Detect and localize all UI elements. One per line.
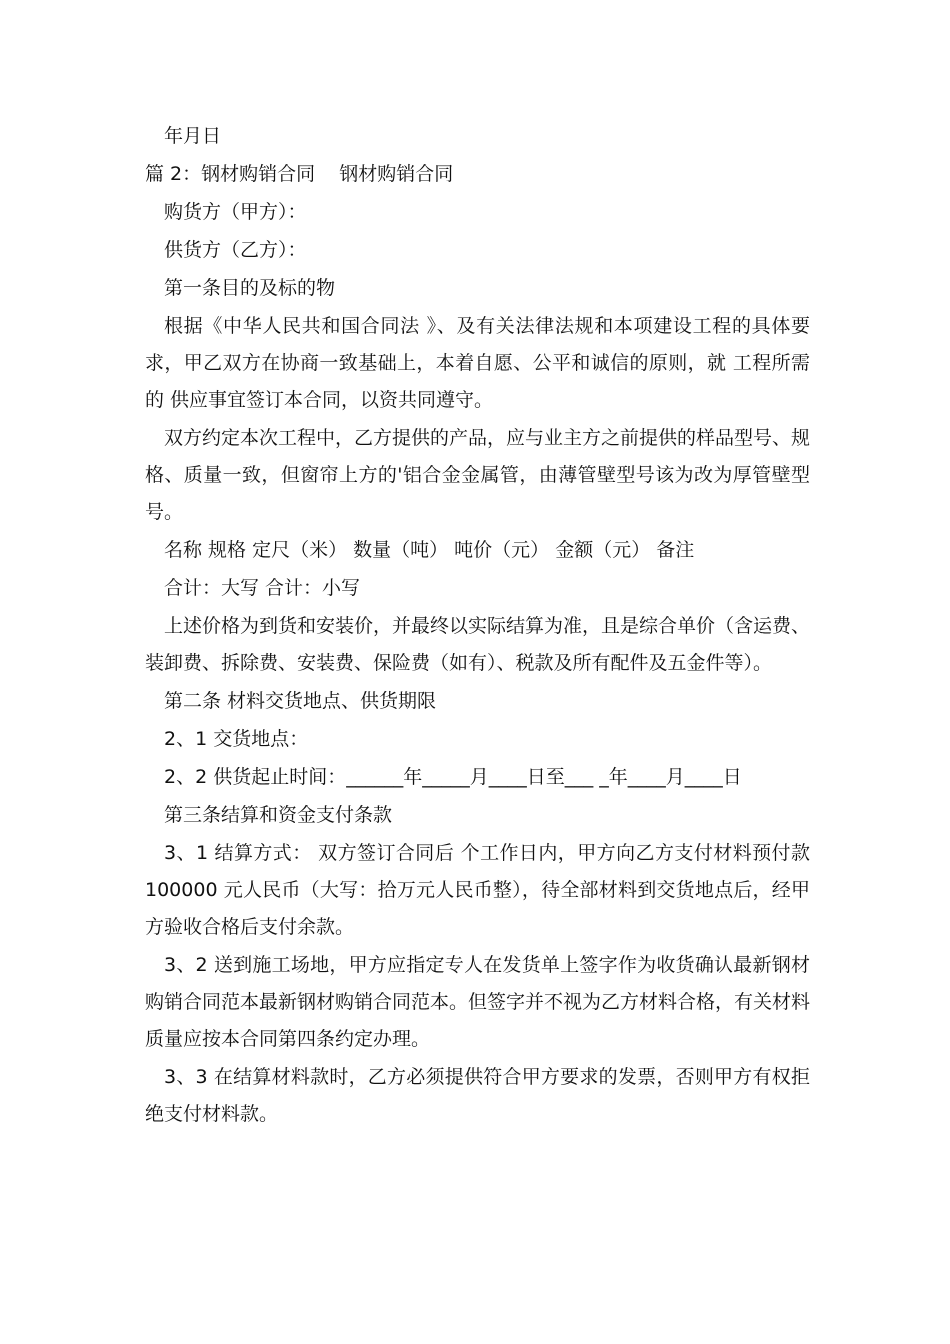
clause-3-1: 3、1 结算方式： 双方签订合同后 个工作日内，甲方向乙方支付材料预付款 100000 元人民币（大写：拾万元人民币整），待全部材料到交货地点后，经甲方验收合格后支付余款。 [145,842,817,938]
section-heading: 篇 2：钢材购销合同 钢材购销合同 [145,163,454,185]
document-body [145,118,817,1134]
date-line: 年月日 [164,125,222,147]
article-2-heading: 第二条 材料交货地点、供货期限 [164,690,437,712]
paragraph: 双方约定本次工程中，乙方提供的产品，应与业主方之前提供的样品型号、规格、质量一致，但窗帘上方的'铝合金金属管，由薄管壁型号该为改为厚管壁型号。 [145,427,811,523]
supplier-line: 供货方（乙方）： [164,239,307,261]
article-1-heading: 第一条目的及标的物 [164,277,336,299]
clause-2-2: 2、2 供货起止时间：______年_____月____日至___ _年____月____日 [164,766,742,788]
clause-3-3: 3、3 在结算材料款时，乙方必须提供符合甲方要求的发票，否则甲方有权拒绝支付材料款。 [145,1066,810,1125]
clause-3-2: 3、2 送到施工场地，甲方应指定专人在发货单上签字作为收货确认最新钢材购销合同范本最新钢材购销合同范本。但签字并不视为乙方材料合格，有关材料质量应按本合同第四条约定办理。 [145,954,811,1050]
table-header-line: 名称 规格 定尺（米） 数量（吨） 吨价（元） 金额（元） 备注 [164,539,695,561]
buyer-line: 购货方（甲方）： [164,201,307,223]
total-line: 合计：大写 合计：小写 [164,577,361,599]
clause-2-1: 2、1 交货地点： [164,728,309,750]
article-3-heading: 第三条结算和资金支付条款 [164,804,393,826]
paragraph: 根据《中华人民共和国合同法 》、及有关法律法规和本项建设工程的具体要求，甲乙双方在协商一致基础上，本着自愿、公平和诚信的原则，就 工程所需的 供应事宜签订本合同，以资共同遵守。 [145,315,810,411]
paragraph: 上述价格为到货和安装价，并最终以实际结算为准，且是综合单价（含运费、装卸费、拆除费、安装费、保险费（如有）、税款及所有配件及五金件等）。 [145,615,811,674]
